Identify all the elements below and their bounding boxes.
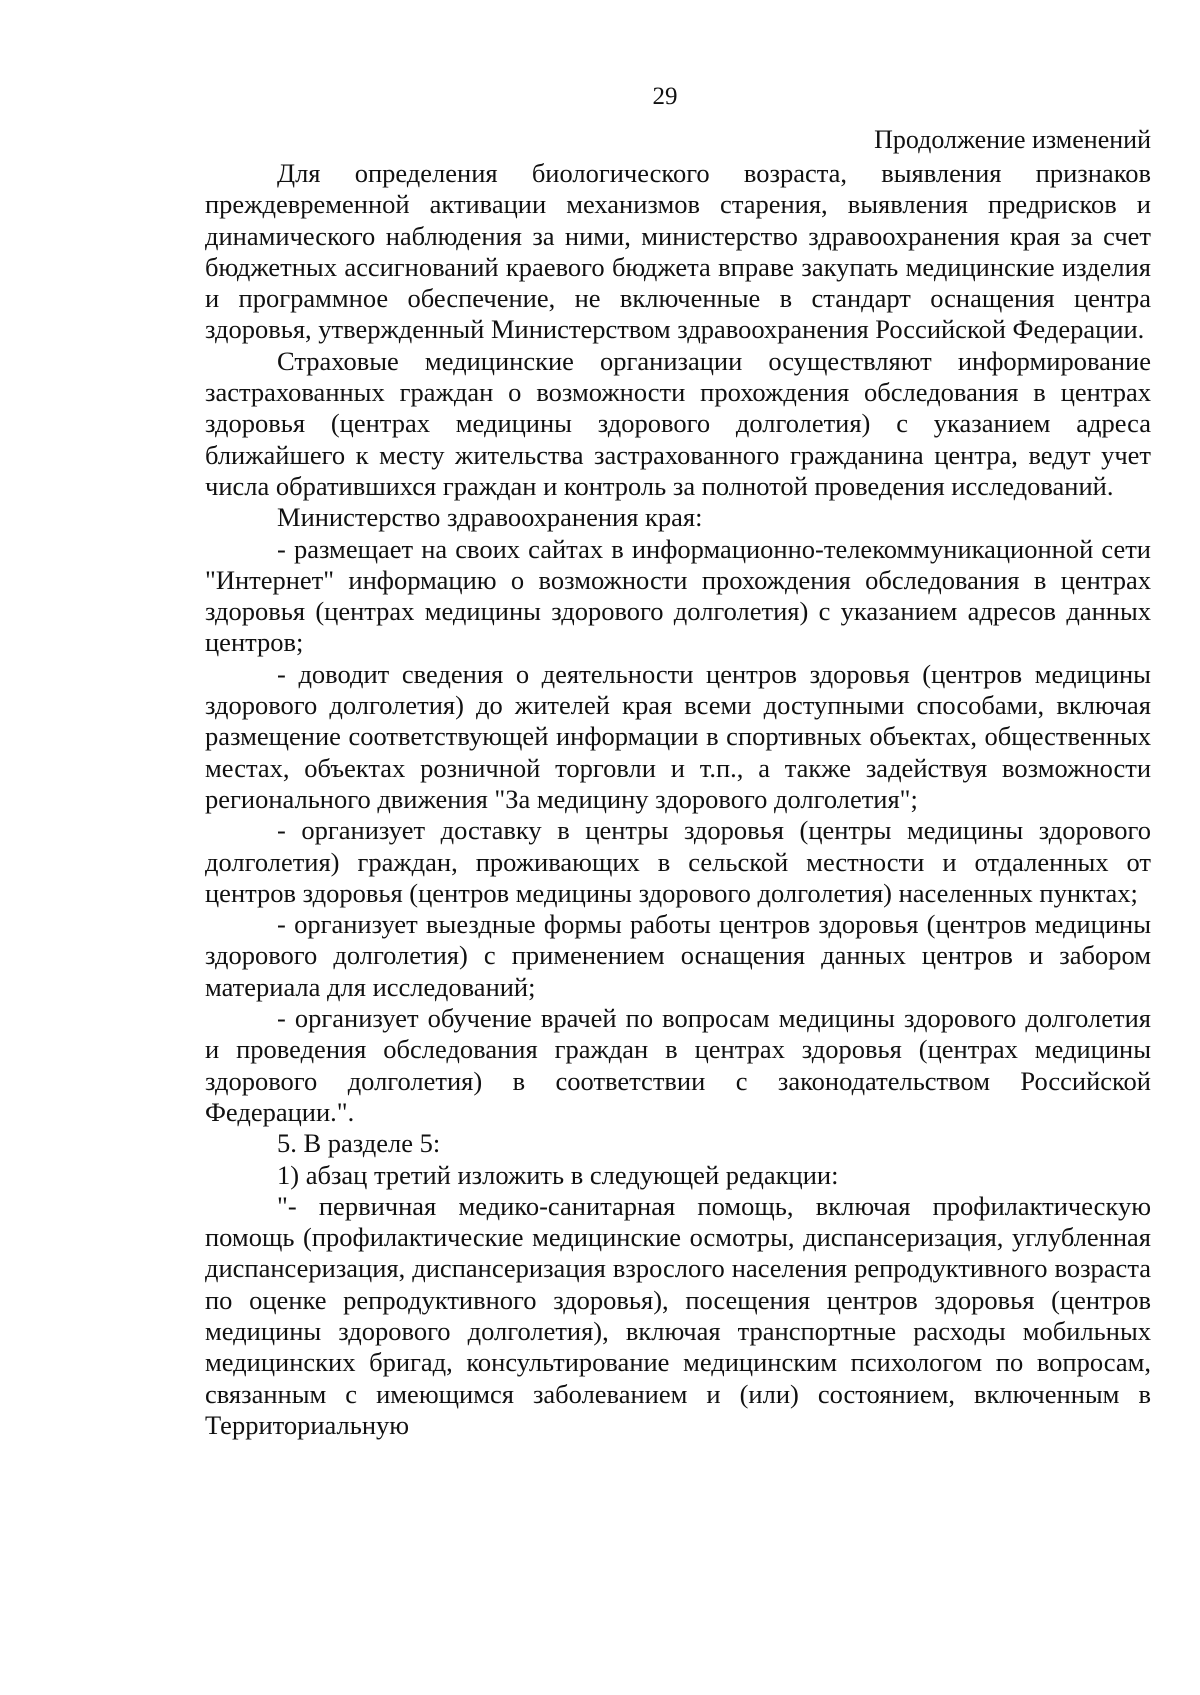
paragraph-third-clause: 1) абзац третий изложить в следующей редакции: — [277, 1159, 839, 1190]
list-item-website-info: - размещает на своих сайтах в информационно-телекоммуникационной сети "Интернет" информацию о возможности прохождения обследования в центрах здоровья (центрах медицины здорового долголетия) с указанием адресов данных центров; — [205, 533, 1151, 658]
paragraph-insurance-organizations: Страховые медицинские организации осуществляют информирование застрахованных граждан о возможности прохождения обследования в центрах здоровья (центрах медицины здорового долголетия) с указанием адреса ближайшего к месту жительства застрахованного гражданина центра, ведут учет числа обратившихся граждан и контроль за полнотой проведения исследований. — [205, 345, 1151, 501]
paragraph-section-5: 5. В разделе 5: — [277, 1128, 441, 1159]
list-item-organize-delivery: - организует доставку в центры здоровья (центры медицины здорового долголетия) граждан, проживающих в сельской местности и отдаленных от центров здоровья (центров медицины здорового долголетия) населенных пунктах; — [205, 815, 1151, 908]
paragraph-ministry-heading: Министерство здравоохранения края: — [277, 502, 703, 533]
list-item-mobile-work: - организует выездные формы работы центров здоровья (центров медицины здорового долголетия) с применением оснащения данных центров и забором материала для исследований; — [205, 909, 1151, 1002]
page-number: 29 — [652, 83, 678, 110]
paragraph-primary-care: "- первичная медико-санитарная помощь, включая профилактическую помощь (профилактические медицинские осмотры, диспансеризация, углубленная диспансеризация, диспансеризация взрослого населения репродуктивного возраста по оценке репродуктивного здоровья), посещения центров здоровья (центров медицины здорового долголетия), включая транспортные расходы мобильных медицинских бригад, консультирование медицинским психологом по вопросам, связанным с имеющимся заболеванием и (или) состоянием, включенным в Территориальную — [205, 1190, 1151, 1440]
paragraph-biological-age: Для определения биологического возраста, выявления признаков преждевременной активации механизмов старения, выявления предрисков и динамического наблюдения за ними, министерство здравоохранения края за счет бюджетных ассигнований краевого бюджета вправе закупать медицинские изделия и программное обеспечение, не включенные в стандарт оснащения центра здоровья, утвержденный Министерством здравоохранения Российской Федерации. — [205, 158, 1151, 345]
list-item-doctor-training: - организует обучение врачей по вопросам медицины здорового долголетия и проведения обследования граждан в центрах здоровья (центрах медицины здорового долголетия) в соответствии с законодательством Российской Федерации.". — [205, 1003, 1151, 1127]
list-item-inform-residents: - доводит сведения о деятельности центров здоровья (центров медицины здорового долголетия) до жителей края всеми доступными способами, включая размещение соответствующей информации в спортивных объектах, общественных местах, объектах розничной торговли и т.п., а также задействуя возможности регионального движения "За медицину здорового долголетия"; — [205, 658, 1151, 814]
continuation-label: Продолжение изменений — [874, 125, 1151, 154]
document-body — [205, 158, 1151, 1441]
